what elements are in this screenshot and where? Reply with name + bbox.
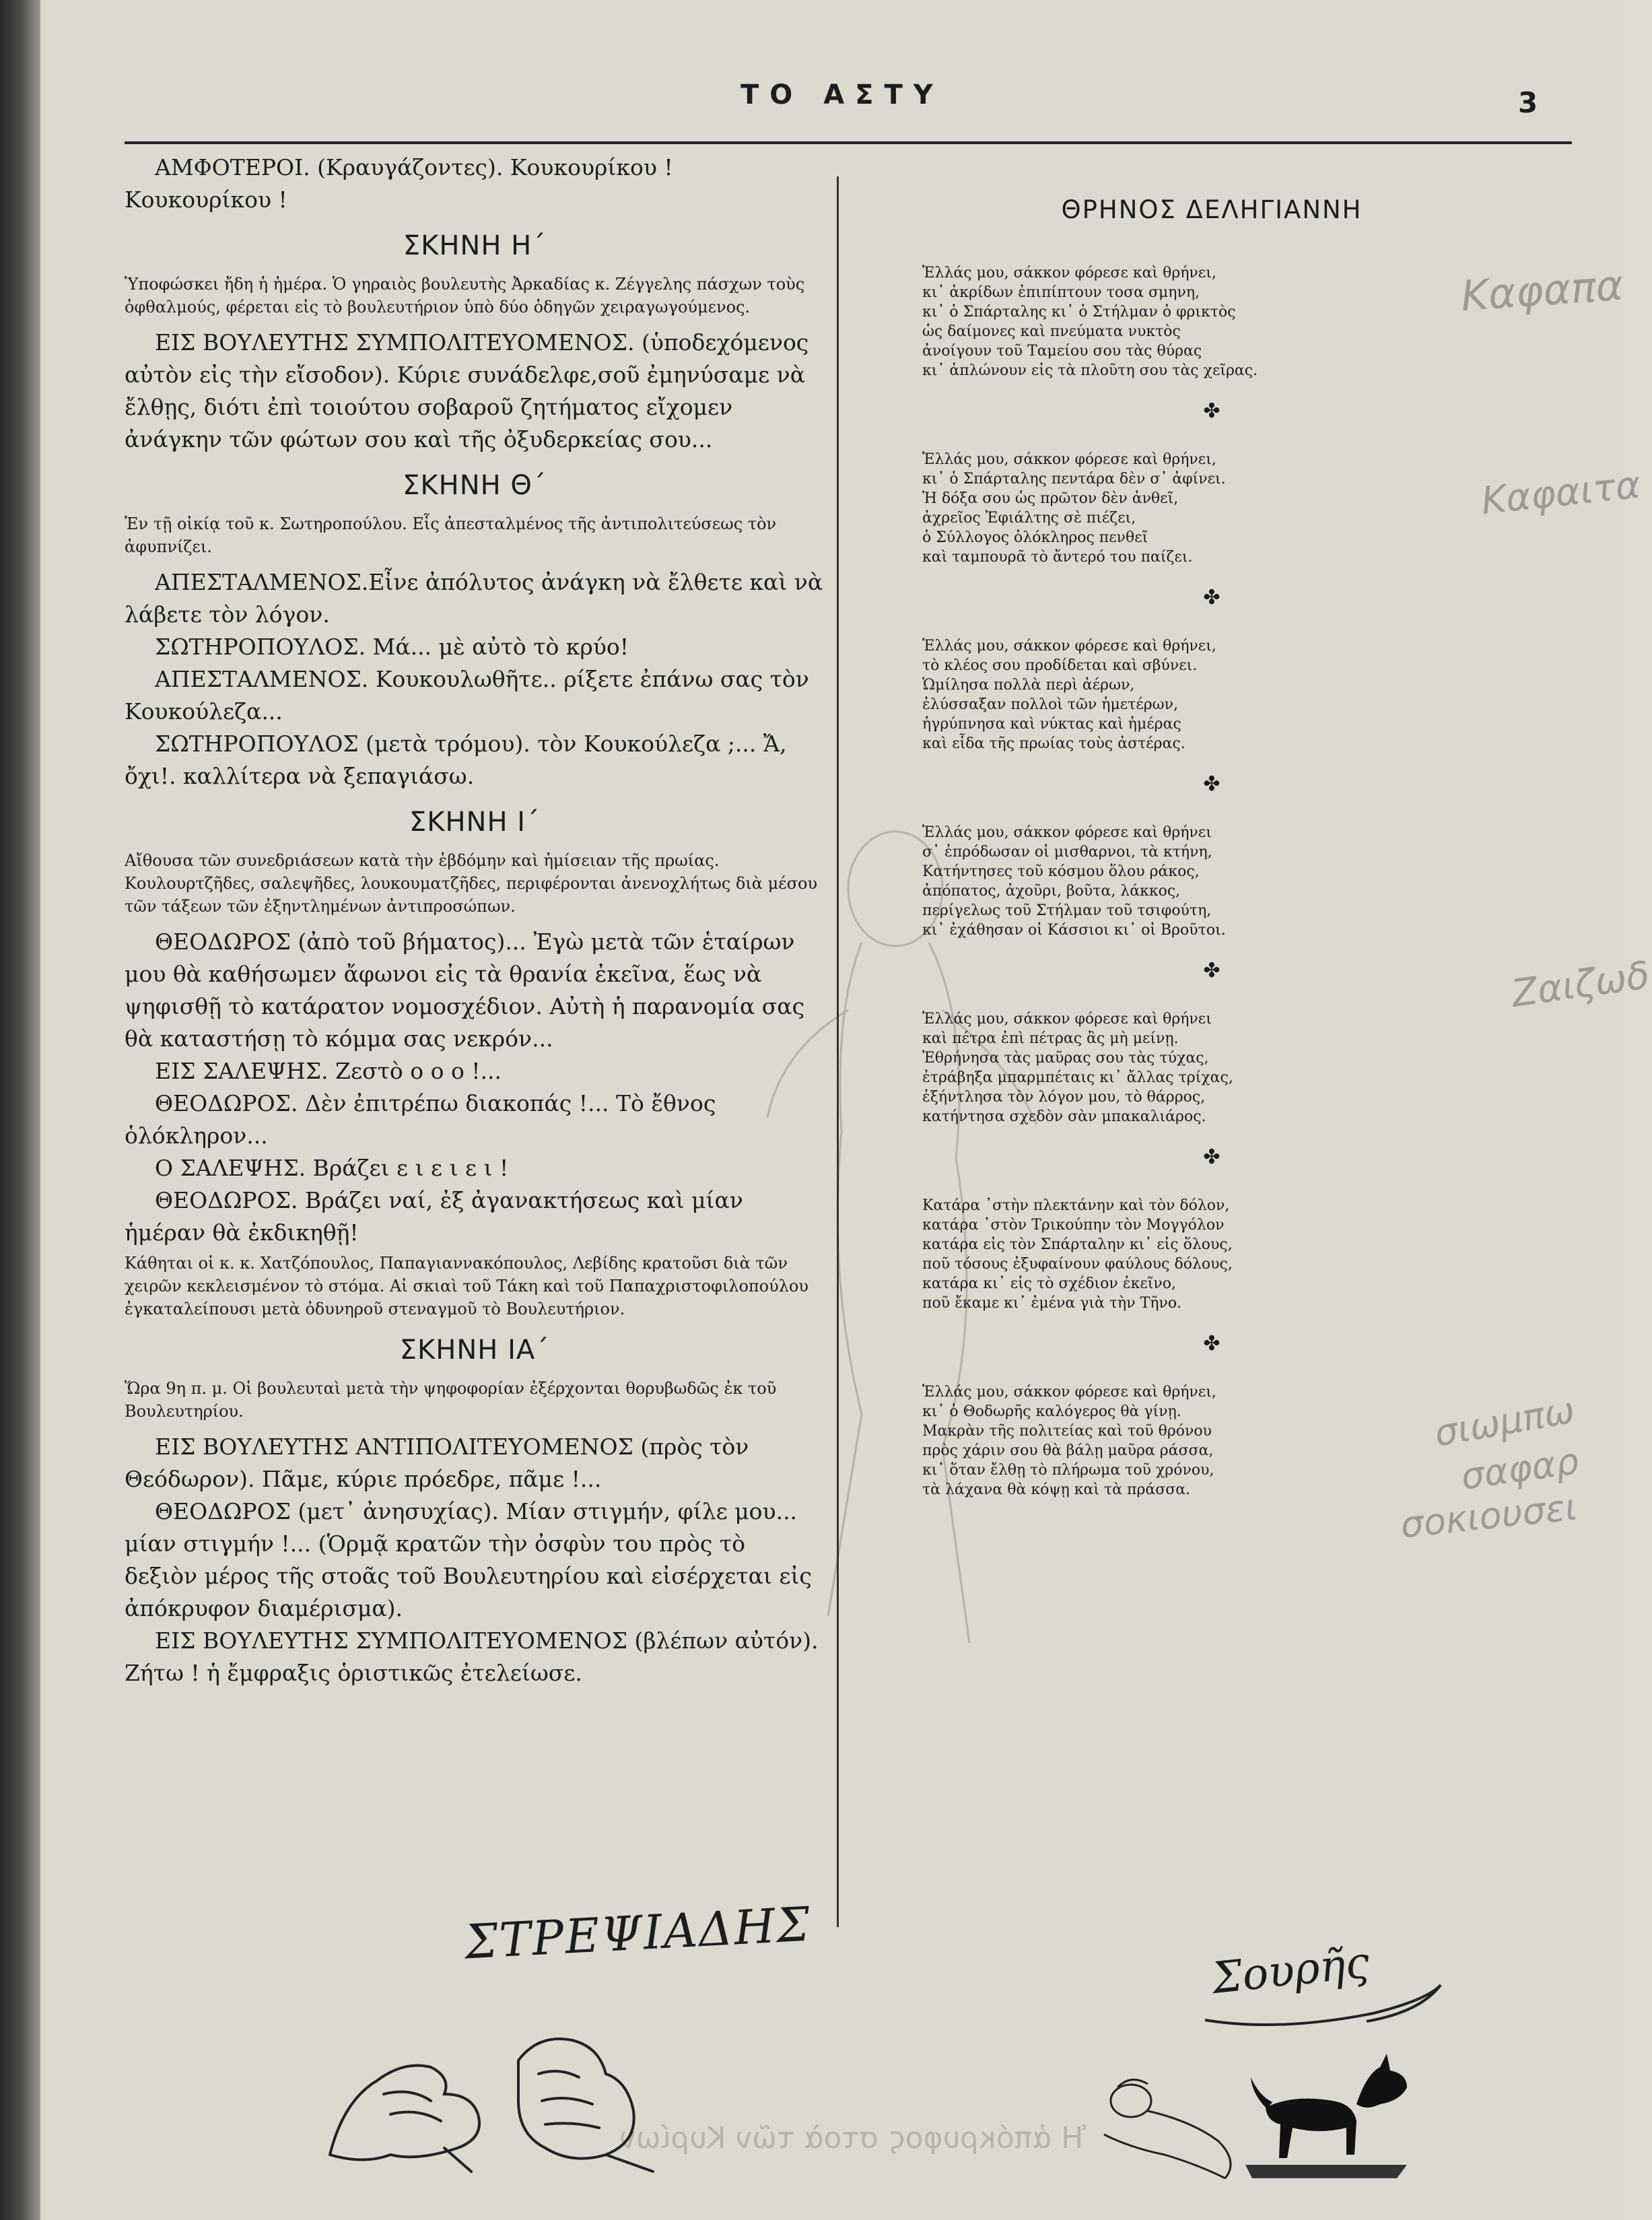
stage-direction: Κάθηται οἱ κ. κ. Χατζόπουλος, Παπαγιαννακόπουλος, Λεβίδης κρατοῦσι διὰ τῶν χειρῶν κεκλεισμένον τὸ στόμα. Αἱ σκιαὶ τοῦ Τάκη καὶ τοῦ Παπαχριστοφιλοπούλου ἐγκαταλείπουσι μετὰ ὀδυνηροῦ στεναγμοῦ τὸ Βουλευτήριον. (125, 1254, 808, 1318)
poem-stanza (922, 636, 1501, 753)
bleedthrough-caption: Ἡ ἀπόκρυφος στοὰ τῶν Κυρίων (619, 2121, 1086, 2155)
poem-line: Ἑλλάς μου, σάκκον φόρεσε καὶ θρήνει, (922, 451, 1216, 468)
dialogue-line: ΕΙΣ ΣΑΛΕΨΗΣ. Ζεστὸ ο ο ο !... (155, 1058, 502, 1084)
ornament: ✤ (1203, 1145, 1220, 1169)
poem-line: κι᾽ ἐχάθησαν οἱ Κάσσιοι κι᾽ οἱ Βροῦτοι. (922, 922, 1226, 939)
poem-line: κι᾽ ὁ Σπάρταλης κι᾽ ὁ Στήλμαν ὁ φρικτὸς (922, 304, 1236, 321)
poem-stanza (922, 450, 1501, 567)
poem-line: ἠγρύπνησα καὶ νύκτας καὶ ἡμέρας (922, 716, 1181, 733)
scene-title: ΣΚΗΝΗ ΙΑ΄ (399, 1335, 550, 1366)
poem-line: Κατήντησες τοῦ κόσμου ὅλου ράκος, (922, 863, 1200, 880)
poem-line: ὡς δαίμονες καὶ πνεύματα νυκτὸς (922, 323, 1181, 340)
ornament: ✤ (1203, 959, 1220, 982)
poem-stanza (922, 1382, 1501, 1500)
poem-line: Ἑλλάς μου, σάκκον φόρεσε καὶ θρήνει (922, 1011, 1212, 1028)
header-rule (125, 141, 1572, 144)
poem-line: Ἑλλάς μου, σάκκον φόρεσε καὶ θρήνει (922, 824, 1212, 841)
dialogue-line: Ο ΣΑΛΕΨΗΣ. Βράζει ε ι ε ι ε ι ! (155, 1155, 509, 1181)
dialogue-line: ΑΠΕΣΤΑΛΜΕΝΟΣ. Κουκουλωθῆτε.. ρίξετε ἐπάνω σας τὸν Κουκούλεζα... (125, 666, 809, 725)
poem-line: κατάρα ᾽στὸν Τρικούπην τὸν Μογγόλον (922, 1217, 1225, 1234)
ornament: ✤ (1203, 586, 1220, 609)
scene-title: ΣΚΗΝΗ Ι΄ (409, 807, 541, 838)
poem-line: Ἡ δόξα σου ὡς πρῶτον δὲν ἀνθεῖ, (922, 490, 1179, 507)
author-signature-right: Σουρῆς (1209, 1937, 1372, 2005)
poem-line: ποῦ ἔκαμε κι᾽ ἐμένα γιὰ τὴν Τῆνο. (922, 1295, 1182, 1312)
poem-line: πρὸς χάριν σου θὰ βάλῃ μαῦρα ράσσα, (922, 1442, 1214, 1459)
column-rule (837, 176, 839, 1927)
poem-line: κατάρα κι᾽ εἰς τὸ σχέδιον ἐκεῖνο, (922, 1275, 1176, 1292)
ornament: ✤ (1203, 399, 1220, 423)
poem-line: Ἐθρήνησα τὰς μαῦρας σου τὰς τύχας, (922, 1050, 1209, 1067)
poem-line: τὸ κλέος σου προδίδεται καὶ σβύνει. (922, 657, 1198, 674)
poem-line: καὶ ταμπουρᾶ τὸ ἄντερό του παίζει. (922, 549, 1193, 566)
book-binding (0, 0, 40, 2220)
dialogue-line: ΘΕΟΔΩΡΟΣ. Δὲν ἐπιτρέπω διακοπάς !... Τὸ ἔθνος ὁλόκληρον... (125, 1090, 716, 1149)
poem-line: ἀπόπατος, ἀχοῦρι, βοῦτα, λάκκος, (922, 883, 1181, 900)
scene-title: ΣΚΗΝΗ Η΄ (403, 230, 547, 261)
poem-line: κι᾽ ὁ Σπάρταλης πεντάρα δὲν σ᾽ ἀφίνει. (922, 471, 1226, 487)
poem-line: τὰ λάχανα θὰ κόψῃ καὶ τὰ πράσσα. (922, 1481, 1191, 1498)
ornament: ✤ (1203, 1332, 1220, 1355)
poem-stanza (922, 263, 1501, 380)
man-and-dog-illustration (1091, 2047, 1441, 2182)
handwriting-3: Ζαιζωδ (1509, 953, 1652, 1017)
stage-direction: Αἴθουσα τῶν συνεδριάσεων κατὰ τὴν ἑβδόμην καὶ ἡμίσειαν τῆς πρωίας. Κουλουρτζῆδες, σαλεψῆδες, λουκουματζῆδες, περιφέρονται ἀνενοχλήτως διὰ μέσου τῶν τάξεων τῶν ἐξηντλημένων ἀντιπροσώπων. (125, 851, 818, 916)
signature-flourish (1198, 1973, 1454, 2033)
stage-direction: Ὥρα 9η π. μ. Οἱ βουλευταὶ μετὰ τὴν ψηφοφορίαν ἐξέρχονται θορυβωδῶς ἐκ τοῦ Βουλευτηρίου. (125, 1379, 777, 1421)
stage-direction: Ὑποφώσκει ἤδη ἡ ἡμέρα. Ὁ γηραιὸς βουλευτὴς Ἀρκαδίας κ. Ζέγγελης πάσχων τοὺς ὀφθαλμούς, φέρεται εἰς τὸ βουλευτήριον ὑπὸ δύο ὁδηγῶν χειραγωγούμενος. (125, 275, 805, 316)
dialogue-line: ΕΙΣ ΒΟΥΛΕΥΤΗΣ ΣΥΜΠΟΛΙΤΕΥΟΜΕΝΟΣ. (ὑποδεχόμενος αὐτὸν εἰς τὴν εἴσοδον). Κύριε συνάδελφε,σοῦ ἐμηνύσαμε νὰ ἔλθῃς, διότι ἐπὶ τοιούτου σοβαροῦ ζητήματος εἴχομεν ἀνάγκην τῶν φώτων σου καὶ τῆς ὀξυδερκείας σου... (125, 329, 809, 452)
dialogue-line: ΘΕΟΔΩΡΟΣ (μετ᾽ ἀνησυχίας). Μίαν στιγμήν, φίλε μου... μίαν στιγμήν !... (Ὁρμᾷ κρατῶν τὴν ὀσφὺν του πρὸς τὸ δεξιὸν μέρος τῆς στοᾶς τοῦ Βουλευτηρίου καὶ εἰσέρχεται εἰς ἀπόκρυφον διαμέρισμα). (125, 1498, 812, 1621)
poem-line: ἀνοίγουν τοῦ Ταμείου σου τὰς θύρας (922, 343, 1202, 360)
poem-line: ἐτράβηξα μπαρμπέταις κι᾽ ἄλλας τρίχας, (922, 1069, 1233, 1086)
poem-line: κι᾽ ἀκρίδων ἐπιπίπτουν τοσα σμηνη, (922, 284, 1200, 301)
left-column (125, 152, 825, 1689)
poem-line: Κατάρα ᾽στὴν πλεκτάνην καὶ τὸν δόλον, (922, 1197, 1230, 1214)
hands-illustration (316, 2020, 666, 2175)
handwriting-6: σοκιουσει (1398, 1485, 1579, 1547)
stage-direction: Ἐν τῇ οἰκίᾳ τοῦ κ. Σωτηροπούλου. Εἷς ἀπεσταλμένος τῆς ἀντιπολιτεύσεως τὸν ἀφυπνίζει. (125, 514, 777, 556)
poem-stanza (922, 1009, 1501, 1126)
poem-line: κι᾽ ἁπλώνουν εἰς τὰ πλοῦτη σου τὰς χεῖρας. (922, 362, 1258, 379)
poem-title: ΘΡΗΝΟΣ ΔΕΛΗΓΙΑΝΝΗ (1061, 195, 1363, 224)
dialogue-line: ΕΙΣ ΒΟΥΛΕΥΤΗΣ ΣΥΜΠΟΛΙΤΕΥΟΜΕΝΟΣ (βλέπων αὐτόν). Ζήτω ! ἡ ἔμφραξις ὁριστικῶς ἐτελείωσε. (125, 1627, 819, 1686)
dialogue-line: ΑΠΕΣΤΑΛΜΕΝΟΣ.Εἶνε ἀπόλυτος ἀνάγκη νὰ ἔλθετε καὶ νὰ λάβετε τὸν λόγον. (125, 569, 823, 628)
poem-line: καὶ πέτρα ἐπὶ πέτρας ἂς μὴ μείνῃ. (922, 1030, 1179, 1047)
poem-line: ὁ Σύλλογος ὁλόκληρος πενθεῖ (922, 529, 1148, 546)
poem-line: κατάρα εἰς τὸν Σπάρταλην κι᾽ εἰς ὅλους, (922, 1236, 1233, 1253)
poem-stanza (922, 823, 1501, 940)
opening-line: ΑΜΦΟΤΕΡΟΙ. (Κραυγάζοντες). Κουκουρίκου ! Κουκουρίκου ! (125, 154, 673, 213)
poem-line: Ὡμίλησα πολλὰ περὶ ἀέρων, (922, 677, 1135, 694)
author-signature-left: ΣΤΡΕΨΙΑΔΗΣ (463, 1896, 813, 1970)
poem-line: σ᾽ ἐπρόδωσαν οἱ μισθαρνοι, τὰ κτήνη, (922, 844, 1212, 861)
poem-line: Μακρὰν τῆς πολιτείας καὶ τοῦ θρόνου (922, 1423, 1212, 1440)
dialogue-line: ΕΙΣ ΒΟΥΛΕΥΤΗΣ ΑΝΤΙΠΟΛΙΤΕΥΟΜΕΝΟΣ (πρὸς τὸν Θεόδωρον). Πᾶμε, κύριε πρόεδρε, πᾶμε !... (125, 1434, 749, 1492)
scene-title: ΣΚΗΝΗ Θ΄ (403, 470, 547, 501)
poem-line: ἐλύσσαξαν πολλοὶ τῶν ἡμετέρων, (922, 696, 1178, 713)
poem-line: κι᾽ ὅταν ἔλθῃ τὸ πλήρωμα τοῦ χρόνου, (922, 1462, 1214, 1479)
poem-line: ἐξήντλησα τὸν λόγον μου, τὸ θάρρος, (922, 1089, 1206, 1106)
handwriting-1: Καφαπα (1459, 260, 1625, 321)
page-number: 3 (1518, 86, 1538, 119)
poem-line: ποῦ τόσους ἐξυφαίνουν φαύλους δόλους, (922, 1256, 1233, 1273)
poem-line: περίγελως τοῦ Στήλμαν τοῦ τσιφούτη, (922, 902, 1212, 919)
poem-line: κι᾽ ὁ Θοδωρῆς καλόγερος θὰ γίνῃ. (922, 1403, 1181, 1420)
poem-line: ἀχρεῖος Ἐφιάλτης σὲ πιέζει, (922, 510, 1136, 527)
handwriting-4: σιωμπω (1431, 1388, 1578, 1455)
dialogue-line: ΣΩΤΗΡΟΠΟΥΛΟΣ. Μά... μὲ αὐτὸ τὸ κρύο! (155, 634, 629, 660)
dialogue-line: ΣΩΤΗΡΟΠΟΥΛΟΣ (μετὰ τρόμου). τὸν Κουκούλεζα ;... Ἄ, ὄχι!. καλλίτερα νὰ ξεπαγιάσω. (125, 731, 787, 789)
dialogue-line: ΘΕΟΔΩΡΟΣ. Βράζει ναί, ἐξ ἀγανακτήσεως καὶ μίαν ἡμέραν θὰ ἐκδικηθῇ! (125, 1187, 743, 1246)
handwriting-5: σαφαρ (1458, 1440, 1581, 1498)
poem-line: Ἑλλάς μου, σάκκον φόρεσε καὶ θρήνει, (922, 1384, 1216, 1401)
masthead: ΤΟ ΑΣΤΥ (741, 79, 944, 110)
poem-stanza (922, 1196, 1501, 1313)
poem-line: Ἑλλάς μου, σάκκον φόρεσε καὶ θρήνει, (922, 638, 1216, 654)
right-column (922, 180, 1501, 1500)
ornament: ✤ (1203, 772, 1220, 796)
poem-line: Ἑλλάς μου, σάκκον φόρεσε καὶ θρήνει, (922, 265, 1216, 281)
poem-line: κατήντησα σχεδὸν σὰν μπακαλιάρος. (922, 1108, 1206, 1125)
dialogue-line: ΘΕΟΔΩΡΟΣ (ἀπὸ τοῦ βήματος)... Ἐγὼ μετὰ τῶν ἑταίρων μου θὰ καθήσωμεν ἄφωνοι εἰς τὰ θρανία ἐκεῖνα, ἕως νὰ ψηφισθῇ τὸ κατάρατον νομοσχέδιον. Αὐτὴ ἡ παρανομία σας θὰ καταστήσῃ τὸ κόμμα σας νεκρόν... (125, 929, 805, 1052)
handwriting-2: Καφαιτα (1479, 463, 1643, 524)
poem-line: καὶ εἶδα τῆς πρωίας τοὺς ἀστέρας. (922, 735, 1185, 752)
